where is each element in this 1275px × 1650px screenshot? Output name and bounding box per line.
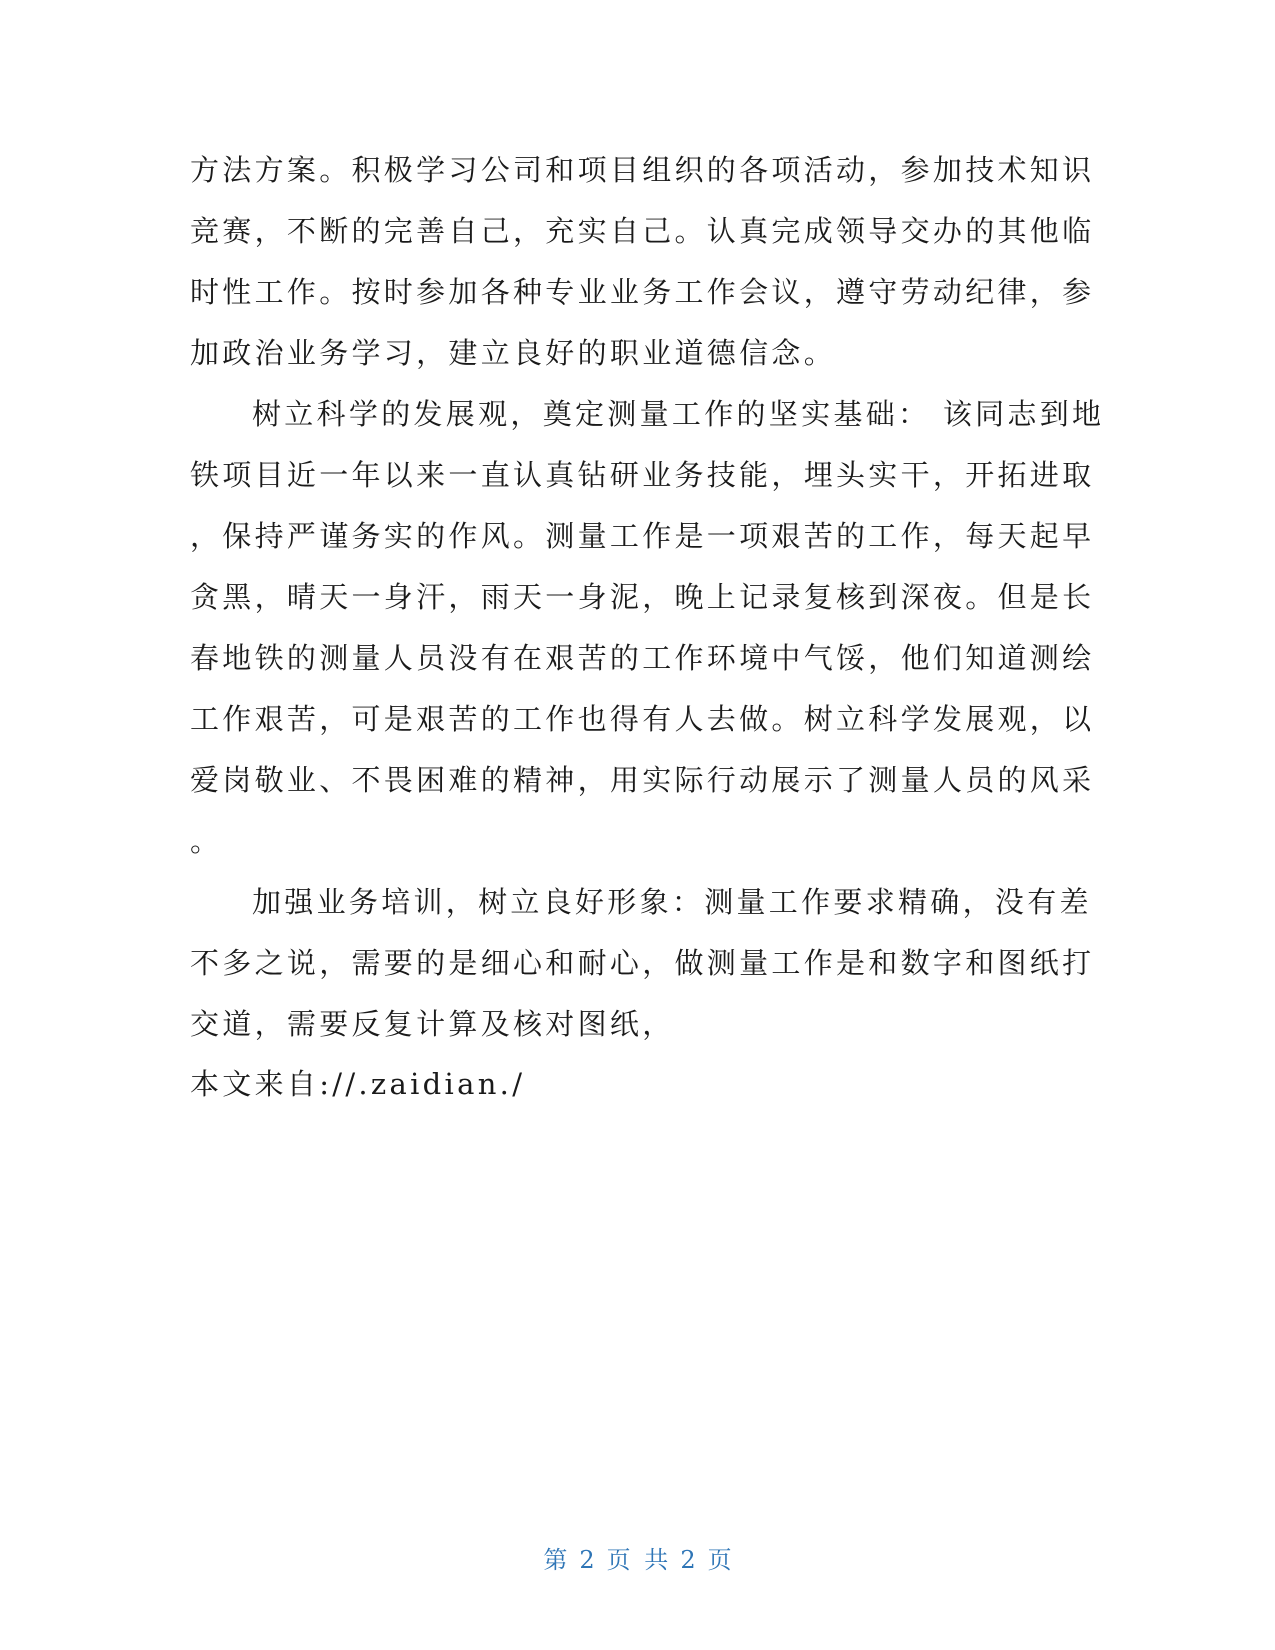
paragraph-line: 不多之说，需要的是细心和耐心，做测量工作是和数字和图纸打 [190, 946, 1095, 980]
paragraph-line: 爱岗敬业、不畏困难的精神，用实际行动展示了测量人员的风采 [190, 763, 1095, 797]
paragraph-line: 加政治业务学习，建立良好的职业道德信念。 [190, 336, 837, 370]
paragraph-line: 树立科学的发展观，奠定测量工作的坚实基础： 该同志到地 [252, 397, 1105, 431]
paragraph-line: 。 [190, 824, 223, 858]
paragraph-2 [190, 384, 1105, 872]
paragraph-line: 竞赛，不断的完善自己，充实自己。认真完成领导交办的其他临 [190, 214, 1095, 248]
paragraph-line: 方法方案。积极学习公司和项目组织的各项活动，参加技术知识 [190, 153, 1095, 187]
paragraph-line: 工作艰苦，可是艰苦的工作也得有人去做。树立科学发展观，以 [190, 702, 1095, 736]
paragraph-1 [190, 140, 1095, 384]
paragraph-line: ，保持严谨务实的作风。测量工作是一项艰苦的工作，每天起早 [190, 519, 1095, 553]
total-page-number: 2 [680, 1546, 696, 1574]
footer-middle: 页 共 [606, 1546, 669, 1574]
footer-suffix: 页 [707, 1546, 732, 1574]
paragraph-line: 加强业务培训，树立良好形象：测量工作要求精确，没有差 [252, 885, 1092, 919]
source-note: 本文来自://.zaidian./ [190, 1067, 526, 1101]
paragraph-line: 铁项目近一年以来一直认真钻研业务技能，埋头实干，开拓进取 [190, 458, 1095, 492]
footer-prefix: 第 [543, 1546, 568, 1574]
paragraph-line: 贪黑，晴天一身汗，雨天一身泥，晚上记录复核到深夜。但是长 [190, 580, 1095, 614]
paragraph-line: 交道，需要反复计算及核对图纸， [190, 1007, 675, 1041]
paragraph-line: 时性工作。按时参加各种专业业务工作会议，遵守劳动纪律，参 [190, 275, 1095, 309]
current-page-number: 2 [579, 1546, 595, 1574]
paragraph-line: 春地铁的测量人员没有在艰苦的工作环境中气馁，他们知道测绘 [190, 641, 1095, 675]
document-body [190, 140, 1105, 1113]
page-number-footer [0, 1540, 1275, 1575]
paragraph-3 [190, 872, 1095, 1055]
